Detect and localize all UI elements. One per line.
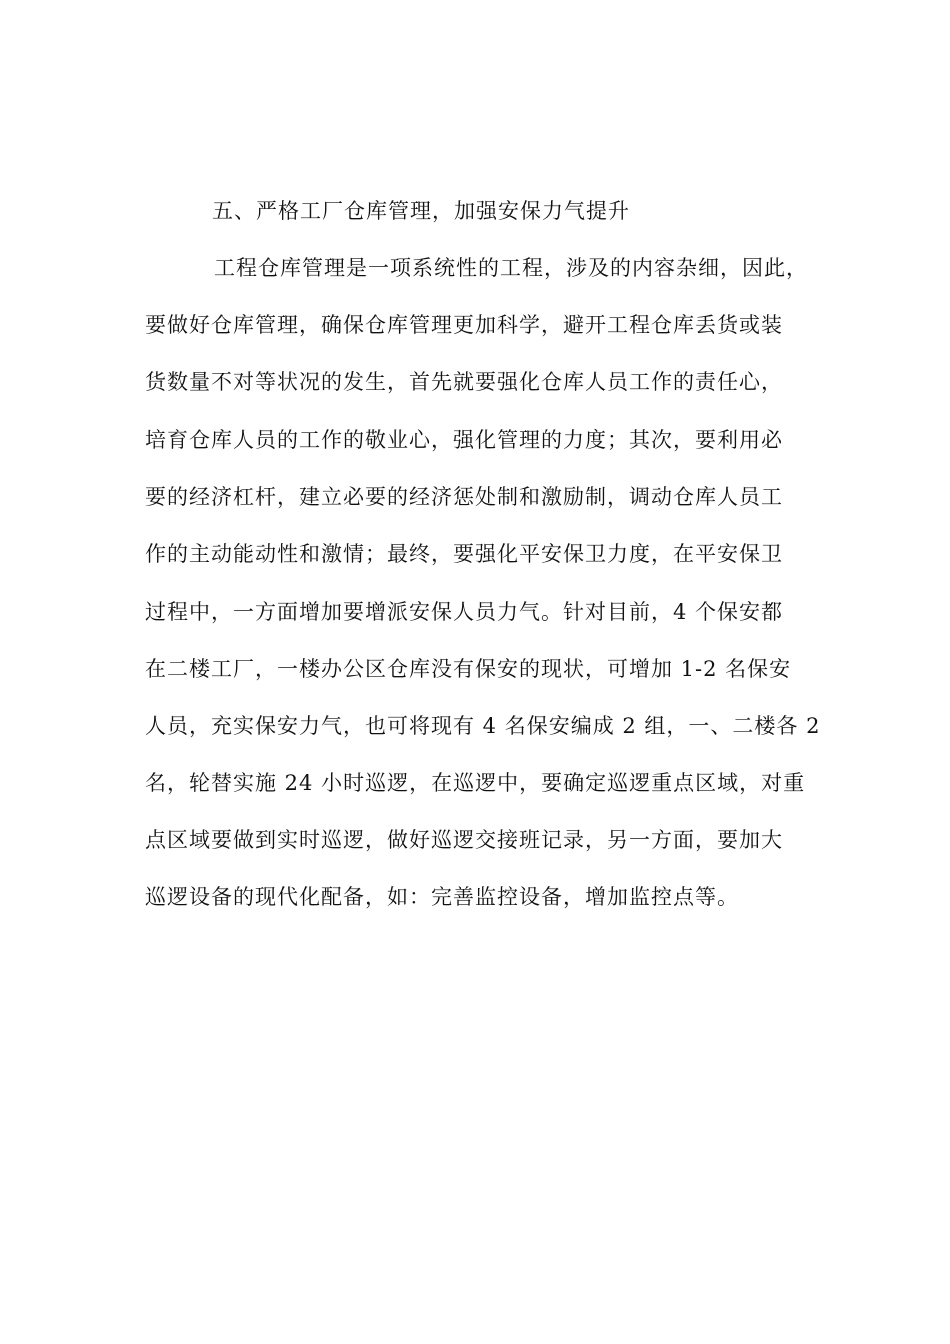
paragraph-line: 名，轮替实施 24 小时巡逻，在巡逻中，要确定巡逻重点区域，对重 <box>145 771 806 795</box>
section-heading: 五、严格工厂仓库管理，加强安保力气提升 <box>212 199 630 223</box>
paragraph-line: 工程仓库管理是一项系统性的工程，涉及的内容杂细，因此， <box>214 256 808 280</box>
paragraph-line: 作的主动能动性和激情；最终，要强化平安保卫力度，在平安保卫 <box>145 542 783 566</box>
paragraph-line: 要的经济杠杆，建立必要的经济惩处制和激励制，调动仓库人员工 <box>145 485 783 509</box>
paragraph-line: 在二楼工厂，一楼办公区仓库没有保安的现状，可增加 1-2 名保安 <box>145 657 792 681</box>
paragraph-line: 人员，充实保安力气，也可将现有 4 名保安编成 2 组，一、二楼各 2 <box>145 714 821 738</box>
paragraph-line: 点区域要做到实时巡逻，做好巡逻交接班记录，另一方面，要加大 <box>145 828 783 852</box>
paragraph-line: 货数量不对等状况的发生，首先就要强化仓库人员工作的责任心， <box>145 370 783 394</box>
paragraph-line: 培育仓库人员的工作的敬业心，强化管理的力度；其次，要利用必 <box>145 428 783 452</box>
paragraph-line: 巡逻设备的现代化配备，如：完善监控设备，增加监控点等。 <box>145 885 739 909</box>
paragraph-line: 要做好仓库管理，确保仓库管理更加科学，避开工程仓库丢货或装 <box>145 313 783 337</box>
paragraph-line: 过程中，一方面增加要增派安保人员力气。针对目前，4 个保安都 <box>145 600 784 624</box>
